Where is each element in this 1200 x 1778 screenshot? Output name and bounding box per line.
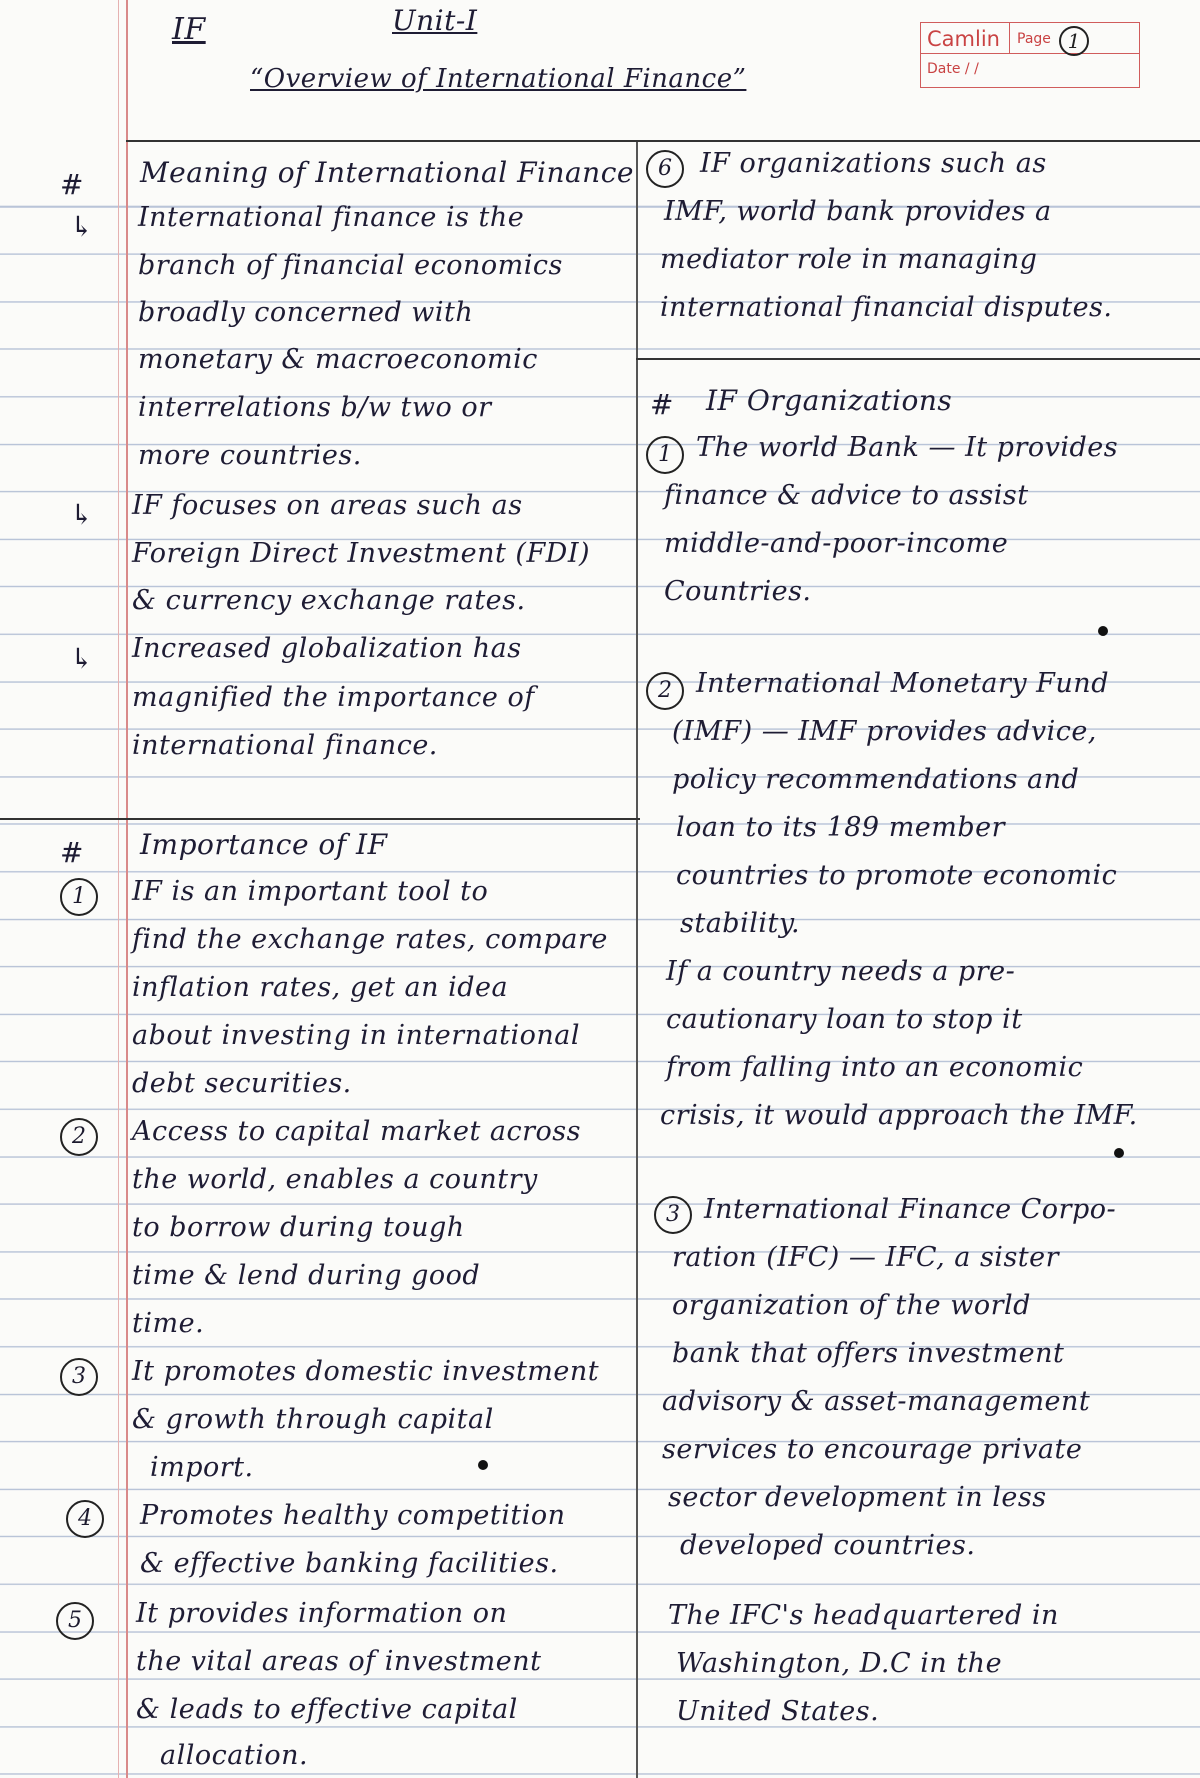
importance-line: IF is an important tool to — [132, 876, 489, 907]
orgs-line: United States. — [676, 1696, 880, 1727]
margin-rule-inner — [118, 0, 119, 1778]
orgs-line: Countries. — [664, 576, 812, 607]
orgs-line: International Monetary Fund — [696, 668, 1109, 699]
number-circle: 6 — [646, 150, 684, 188]
number-circle: 3 — [60, 1358, 98, 1396]
orgs-line: advisory & asset-management — [662, 1386, 1091, 1417]
orgs-line: services to encourage private — [662, 1434, 1083, 1465]
importance-line: the vital areas of investment — [136, 1646, 542, 1677]
column-divider — [636, 140, 638, 1778]
meaning-line: monetary & macroeconomic — [138, 344, 538, 375]
importance-line: allocation. — [160, 1740, 309, 1771]
importance-line: & effective banking facilities. — [140, 1548, 559, 1579]
arrow-bullet-icon: ↳ — [70, 210, 94, 243]
importance-line: time & lend during good — [132, 1260, 481, 1291]
point6-line: mediator role in managing — [660, 244, 1038, 275]
point6-line: IF organizations such as — [700, 148, 1047, 179]
orgs-line: stability. — [680, 908, 801, 939]
orgs-line: finance & advice to assist — [664, 480, 1029, 511]
stamp-divider — [921, 53, 1139, 54]
number-circle: 2 — [60, 1118, 98, 1156]
meaning-line: broadly concerned with — [138, 297, 474, 328]
orgs-line: bank that offers investment — [672, 1338, 1065, 1369]
orgs-line: middle-and-poor-income — [664, 528, 1009, 559]
orgs-heading: IF Organizations — [706, 384, 953, 417]
hash-marker: # — [650, 388, 674, 421]
importance-line: time. — [132, 1308, 205, 1339]
orgs-line: The IFC's headquartered in — [668, 1600, 1059, 1631]
arrow-bullet-icon: ↳ — [70, 498, 94, 531]
meaning-line: magnified the importance of — [132, 682, 535, 713]
unit-label: Unit-I — [392, 4, 478, 37]
importance-line: & leads to effective capital — [136, 1694, 518, 1725]
camlin-page-stamp — [920, 22, 1140, 88]
hash-marker: # — [60, 836, 84, 869]
importance-line: Promotes healthy competition — [140, 1500, 566, 1531]
importance-heading: Importance of IF — [140, 828, 388, 861]
meaning-line: more countries. — [138, 440, 362, 471]
orgs-line: The world Bank — It provides — [696, 432, 1119, 463]
orgs-line: Washington, D.C in the — [676, 1648, 1003, 1679]
section-rule — [0, 818, 640, 820]
orgs-line: cautionary loan to stop it — [666, 1004, 1023, 1035]
orgs-line: organization of the world — [672, 1290, 1031, 1321]
number-circle: 3 — [654, 1196, 692, 1234]
orgs-line: crisis, it would approach the IMF. — [660, 1100, 1138, 1131]
ink-dot — [1098, 626, 1108, 636]
section-rule — [636, 358, 1200, 360]
orgs-line: International Finance Corpo- — [704, 1194, 1117, 1225]
importance-line: It promotes domestic investment — [132, 1356, 600, 1387]
meaning-line: branch of financial economics — [138, 250, 563, 281]
meaning-line: IF focuses on areas such as — [132, 490, 523, 521]
importance-line: about investing in international — [132, 1020, 581, 1051]
margin-rule — [126, 0, 128, 1778]
arrow-bullet-icon: ↳ — [70, 642, 94, 675]
meaning-line: Increased globalization has — [132, 633, 522, 664]
number-circle: 2 — [646, 672, 684, 710]
orgs-line: If a country needs a pre- — [666, 956, 1016, 987]
page-title: “Overview of International Finance” — [250, 64, 747, 94]
stamp-divider — [1009, 23, 1010, 53]
number-circle: 4 — [66, 1500, 104, 1538]
hash-marker: # — [60, 168, 84, 201]
stamp-brand: Camlin — [927, 27, 1000, 51]
importance-line: inflation rates, get an idea — [132, 972, 509, 1003]
orgs-line: loan to its 189 member — [676, 812, 1006, 843]
point6-line: international financial disputes. — [660, 292, 1113, 323]
orgs-line: countries to promote economic — [676, 860, 1118, 891]
number-circle: 1 — [646, 436, 684, 474]
table-top-rule — [126, 140, 1200, 142]
importance-line: the world, enables a country — [132, 1164, 538, 1195]
number-circle: 1 — [60, 878, 98, 916]
point6-line: IMF, world bank provides a — [664, 196, 1052, 227]
importance-line: Access to capital market across — [132, 1116, 581, 1147]
importance-line: It provides information on — [136, 1598, 508, 1629]
stamp-date-label: Date / / — [927, 61, 979, 77]
number-circle: 5 — [56, 1602, 94, 1640]
stamp-page-number: 1 — [1059, 26, 1089, 56]
ink-dot — [1114, 1148, 1124, 1158]
importance-line: find the exchange rates, compare — [132, 924, 608, 955]
orgs-line: ration (IFC) — IFC, a sister — [672, 1242, 1060, 1273]
subject-label: IF — [172, 12, 206, 47]
stamp-page-label: Page — [1017, 31, 1051, 47]
meaning-line: International finance is the — [138, 202, 525, 233]
ink-dot — [478, 1460, 488, 1470]
meaning-line: interrelations b/w two or — [138, 392, 492, 423]
meaning-line: Foreign Direct Investment (FDI) — [132, 538, 591, 569]
importance-line: to borrow during tough — [132, 1212, 465, 1243]
meaning-line: international finance. — [132, 730, 438, 761]
orgs-line: sector development in less — [668, 1482, 1047, 1513]
meaning-line: & currency exchange rates. — [132, 585, 526, 616]
orgs-line: policy recommendations and — [672, 764, 1080, 795]
importance-line: import. — [150, 1452, 254, 1483]
importance-line: debt securities. — [132, 1068, 352, 1099]
orgs-line: from falling into an economic — [666, 1052, 1084, 1083]
orgs-line: developed countries. — [680, 1530, 976, 1561]
importance-line: & growth through capital — [132, 1404, 494, 1435]
orgs-line: (IMF) — IMF provides advice, — [672, 716, 1097, 747]
meaning-heading: Meaning of International Finance — [140, 156, 634, 189]
